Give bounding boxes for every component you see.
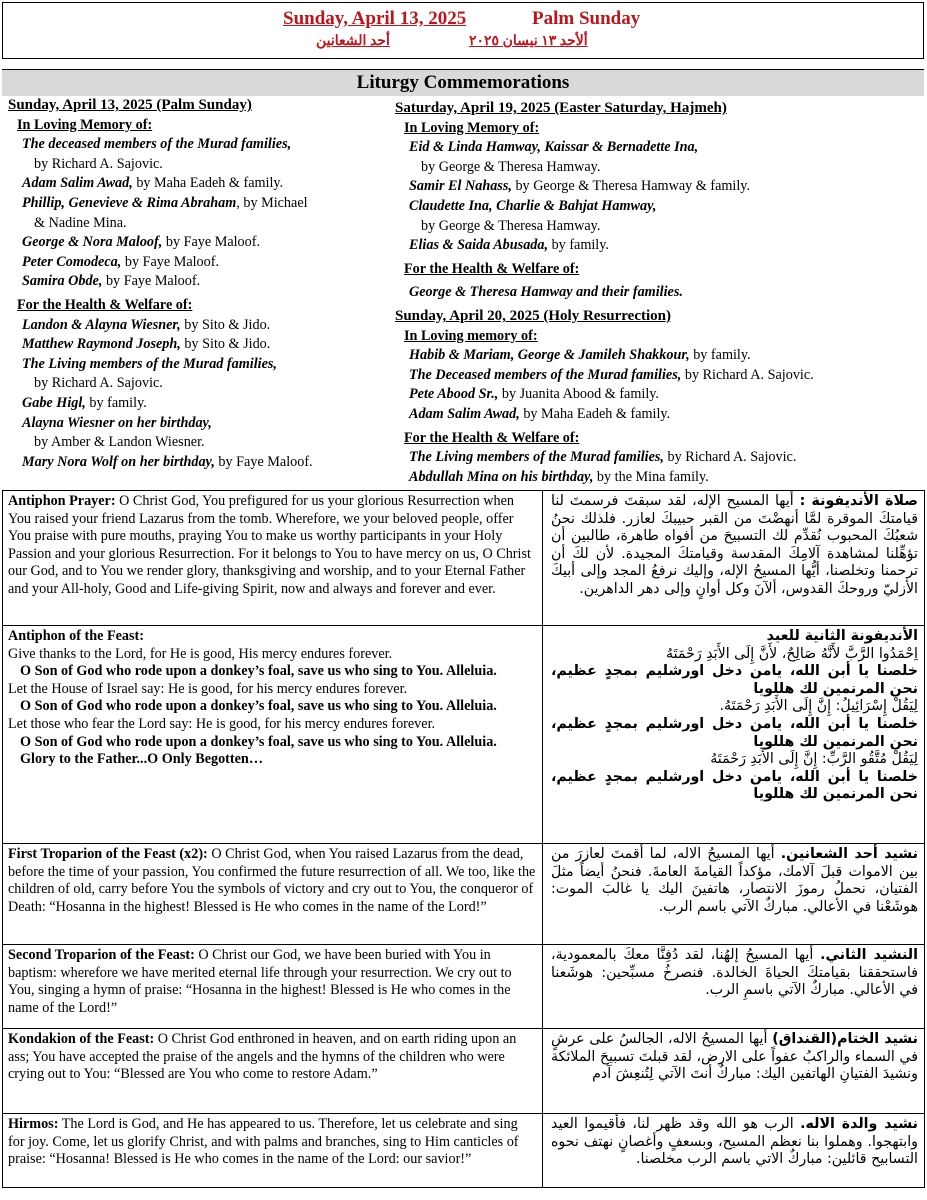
hymn-label: Antiphon Prayer: bbox=[8, 493, 116, 509]
entry-name: The Living members of the Murad families, bbox=[409, 449, 664, 466]
memory-heading: In Loving memory of: bbox=[404, 327, 538, 344]
antiphon-verse: Give thanks to the Lord, for He is good, His mercy endures forever. bbox=[8, 645, 393, 662]
hymn-row bbox=[3, 945, 925, 1029]
entry-donor: by Faye Maloof. bbox=[102, 273, 201, 290]
entry-donor: by Sito & Jido. bbox=[180, 316, 271, 333]
health-heading: For the Health & Welfare of: bbox=[17, 296, 193, 313]
commemoration-entry bbox=[409, 236, 920, 256]
hymn-english bbox=[3, 1114, 543, 1188]
commemoration-entry bbox=[409, 366, 920, 386]
antiphon-refrain: Glory to the Father...O Only Begotten… bbox=[20, 751, 264, 768]
entry-name: Gabe Higl, bbox=[22, 394, 86, 411]
commemoration-entry bbox=[409, 346, 920, 366]
entry-name: George & Nora Maloof, bbox=[22, 234, 163, 251]
header-date: Sunday, April 13, 2025 bbox=[283, 8, 467, 29]
commemoration-entry bbox=[409, 385, 920, 405]
commemoration-entry bbox=[409, 283, 920, 303]
entry-donor: by Richard A. Sajovic. bbox=[681, 366, 814, 383]
entry-name: Elias & Saida Abusada, bbox=[409, 237, 549, 254]
hymn-arabic bbox=[543, 1029, 925, 1114]
entry-name: Samir El Nahass, bbox=[409, 178, 512, 195]
antiphon-refrain: O Son of God who rode upon a donkey’s foal, save us who sing to You. Alleluia. bbox=[20, 698, 497, 715]
commemoration-entry bbox=[22, 355, 388, 375]
hymn-arabic bbox=[543, 945, 925, 1029]
entry-name: Samira Obde, bbox=[22, 273, 103, 290]
hymn-row bbox=[3, 844, 925, 945]
commemorations-left-column bbox=[8, 96, 388, 472]
hymn-row bbox=[3, 1114, 925, 1188]
hymn-label: First Troparion of the Feast (x2): bbox=[8, 846, 208, 862]
hymn-ar-text: أيها المسيحُ الاله، الجالسُ على عرشٍ في السماء والراكبُ عفواً على الارض، لقد قبلتَ تسبيحَ الملائكة ونشيدَ الفتيانِ الهاتفين اليك: مباركٌ أنتَ الآتي لِتُنعِشَ آدم bbox=[551, 1031, 918, 1083]
hymn-arabic bbox=[543, 1114, 925, 1188]
antiphon-lines bbox=[8, 646, 536, 769]
entry-name: Pete Abood Sr., bbox=[409, 386, 499, 403]
hymn-ar-text: الرب هو الله وقد ظهر لنا، فأقيموا العيد وابتهجوا. وهملوا بنا نعظم المسيح، وبسعفٍ وأغصانٍ نهتف نحوه التسابيح قائلين: مباركٌ الاتي باسم الرب مخلصنا. bbox=[551, 1116, 918, 1168]
commemoration-entry bbox=[22, 316, 388, 336]
hymn-text: O Christ God enthroned in heaven, and on earth riding upon an ass; You have accepted the praise of the angels and the hymns of the children who were crying out to You: “Blessed are You who come to restore Adam.” bbox=[8, 1031, 517, 1083]
entry-donor-continued: by George & Theresa Hamway. bbox=[421, 158, 601, 175]
commemoration-entry bbox=[409, 177, 920, 197]
commemoration-entry bbox=[22, 253, 388, 273]
entry-donor: , by Michael bbox=[236, 194, 308, 211]
antiphon-refrain: O Son of God who rode upon a donkey’s foal, save us who sing to You. Alleluia. bbox=[20, 663, 497, 680]
commemoration-entry bbox=[409, 197, 920, 217]
entry-name: George & Theresa Hamway and their families. bbox=[409, 284, 683, 301]
entry-name: Landon & Alayna Wiesner, bbox=[22, 316, 181, 333]
commemoration-entry bbox=[22, 394, 388, 414]
health-list bbox=[395, 448, 920, 487]
hymn-arabic bbox=[543, 844, 925, 945]
section-heading: Sunday, April 13, 2025 (Palm Sunday) bbox=[8, 97, 252, 113]
hymn-ar-text: أيها المسيح الإله، لقد سبقتَ فرسمتَ لنا قيامتكَ الموقرة لمَّا أنهضْتَ من القبر حبيبكَ لعازر. فلذلك نحنُ شعبُكَ المحبوب نُقدِّم لك التسبيحَ من أفواه طاهرة، طالبين أن تؤهِّلنا لمشاهدة آلامِكَ المقدسة وقيامتكَ المجيدة. لأن لكَ أن ترحمنا وتخلصنا، أيُّها المسيحُ الإله، وإليك نرفعُ المجد وإلى أبيكَ الأزليّ وروحكَ القدوس، ألآنَ وكل أوانٍ وإلى دهر الداهرين. bbox=[551, 493, 918, 597]
hymn-row bbox=[3, 626, 925, 844]
entry-donor: by Juanita Abood & family. bbox=[498, 386, 659, 403]
entry-donor: by Maha Eadeh & family. bbox=[519, 405, 671, 422]
header-feast: Palm Sunday bbox=[532, 8, 641, 29]
entry-name: Peter Comodeca, bbox=[22, 253, 122, 270]
hymn-ar-text: أيها المسيحُ الاله، لما أقمتَ لعازرَ من بين الاموات قبلَ آلامك، مؤكداً القيامةَ العامةَ. فنحنُ أيضاً مثلَ الفتيان، نحملُ رموزَ الانتصار، هاتفينَ اليك يا غالبَ الموت: هوشَعْنا في الأعالي. مباركٌ الآتي باسم الرب. bbox=[551, 846, 918, 915]
hymn-ar-label: نشيد أحد الشعانين. bbox=[780, 846, 918, 862]
entry-name: Phillip, Genevieve & Rima Abraham bbox=[22, 194, 237, 211]
hymn-english bbox=[3, 491, 543, 626]
hymn-label: Antiphon of the Feast: bbox=[8, 628, 144, 644]
commemoration-entry bbox=[22, 335, 388, 355]
hymn-arabic bbox=[543, 626, 925, 844]
entry-name: Eid & Linda Hamway, Kaissar & Bernadette Ina, bbox=[409, 139, 699, 156]
entry-donor: by Maha Eadeh & family. bbox=[132, 175, 284, 192]
entry-name: The Deceased members of the Murad families, bbox=[409, 366, 682, 383]
hymn-label: Kondakion of the Feast: bbox=[8, 1031, 155, 1047]
antiphon-verse: Let those who fear the Lord say: He is good, for his mercy endures forever. bbox=[8, 715, 436, 732]
entry-donor-continued: by George & Theresa Hamway. bbox=[421, 217, 601, 234]
hymn-ar-label: صلاة الأنديفونة : bbox=[799, 493, 918, 509]
entry-name: Habib & Mariam, George & Jamileh Shakkour, bbox=[409, 347, 690, 364]
antiphon-ar-verse: لِيَقُلْ مُتَّقُو الرَّبِّ: إِنَّ إِلَى الأَبَدِ رَحْمَتَهُ bbox=[710, 751, 918, 768]
commemoration-entry bbox=[409, 405, 920, 425]
antiphon-verse: Let the House of Israel say: He is good, for his mercy endures forever. bbox=[8, 680, 408, 697]
memory-list bbox=[8, 135, 388, 292]
entry-name: Adam Salim Awad, bbox=[409, 405, 520, 422]
antiphon-ar-refrain: خلصنا يا أبن الله، يامن دخل اورشليم بمجدٍ عظيم، نحن المرنمين لك هللويا bbox=[551, 663, 918, 697]
entry-donor-continued: by Richard A. Sajovic. bbox=[34, 375, 163, 392]
entry-name: Claudette Ina, Charlie & Bahjat Hamway, bbox=[409, 197, 657, 214]
entry-name: The deceased members of the Murad families, bbox=[22, 136, 292, 153]
entry-name: Matthew Raymond Joseph, bbox=[22, 336, 181, 353]
hymn-ar-label: النشيد الثاني. bbox=[820, 947, 919, 963]
memory-heading: In Loving Memory of: bbox=[17, 116, 153, 133]
commemoration-entry bbox=[22, 174, 388, 194]
page-header bbox=[2, 2, 924, 59]
health-list bbox=[8, 316, 388, 473]
entry-donor: by Faye Maloof. bbox=[214, 453, 313, 470]
hymn-row bbox=[3, 491, 925, 626]
antiphon-ar-refrain: خلصنا يا أبن الله، يامن دخل اورشليم بمجدٍ عظيم، نحن المرنمين لك هللويا bbox=[551, 715, 918, 750]
entry-donor: by Sito & Jido. bbox=[180, 336, 271, 353]
hymn-ar-text: أيها المسيحُ إلهُنا، لقد دُفِنَّا معكَ بالمعمودية، فاستحققنا بقيامتكَ الحياةَ الخالدة. فنصرخُ مسبِّحين: هوشَعنا في الأعالي. مباركٌ الآتي باسمِ الرب. bbox=[551, 947, 918, 999]
health-list bbox=[395, 283, 920, 303]
hymn-english bbox=[3, 844, 543, 945]
header-ar-feast: أحد الشعانين bbox=[316, 34, 390, 49]
hymn-text: O Christ our God, we have been buried with You in baptism: wherefore we have merited eternal life through your resurrection. We cry out to You, singing a hymn of praise: “Hosanna in the highest! Blessed is He who comes in the name of the Lord!” bbox=[8, 947, 512, 1016]
entry-donor-continued: by Richard A. Sajovic. bbox=[34, 155, 163, 172]
commemoration-entry bbox=[22, 453, 388, 473]
antiphon-ar-lines bbox=[551, 646, 918, 804]
entry-name: Abdullah Mina on his birthday, bbox=[409, 468, 594, 485]
hymn-english bbox=[3, 1029, 543, 1114]
hymn-ar-label: نشيد والدة الاله. bbox=[800, 1116, 918, 1132]
memory-list bbox=[395, 346, 920, 424]
commemoration-entry bbox=[22, 135, 388, 155]
section-heading: Sunday, April 20, 2025 (Holy Resurrection) bbox=[395, 307, 671, 324]
entry-donor: by Faye Maloof. bbox=[121, 253, 220, 270]
health-heading: For the Health & Welfare of: bbox=[404, 260, 580, 277]
commemoration-entry bbox=[22, 414, 388, 434]
antiphon-ar-verse: لِيَقُلْ إِسْرَائِيلُ: إِنَّ إِلَى الأَبَدِ رَحْمَتَهُ. bbox=[719, 698, 918, 715]
hymn-text: O Christ God, You prefigured for us your glorious Resurrection when You raised your friend Lazarus from the tomb. Wherefore, we your beloved people, offer You praise with pure mouths, praying You to make us worthy participants in your Holy Passion and your glorious Resurrection. For it belongs to You to have mercy on us, O Christ our God, and to You we render glory, thanksgiving and worship, and to your Eternal Father and your All-holy, Good and Life-giving Spirit, now and always and forever and ever. bbox=[8, 493, 531, 597]
commemoration-entry bbox=[409, 138, 920, 158]
hymn-ar-label: الأنديفونة الثانية للعيد bbox=[766, 628, 918, 644]
entry-name: Mary Nora Wolf on her birthday, bbox=[22, 453, 215, 470]
hymn-arabic bbox=[543, 491, 925, 626]
hymn-label: Hirmos: bbox=[8, 1116, 59, 1132]
hymns-table bbox=[2, 490, 925, 1188]
memory-heading: In Loving Memory of: bbox=[404, 119, 540, 136]
hymn-row bbox=[3, 1029, 925, 1114]
antiphon-ar-verse: اِحْمَدُوا الرَّبَّ لأَنَّهُ صَالِحٌ، لأَنَّ إِلَى الأَبَدِ رَحْمَتَهُ bbox=[666, 645, 918, 662]
entry-donor: by Richard A. Sajovic. bbox=[663, 449, 797, 466]
entry-donor: by family. bbox=[85, 394, 147, 411]
hymn-text: The Lord is God, and He has appeared to us. Therefore, let us celebrate and sing for joy. Come, let us glorify Christ, and with palms and branches, sing to Him canticles of praise: “Hosanna! Blessed is He who comes in the name of the Lord: our savior!” bbox=[8, 1116, 519, 1168]
hymn-english bbox=[3, 945, 543, 1029]
hymn-text: O Christ God, when You raised Lazarus from the dead, before the time of your passion, You confirmed the future resurrection of all. We too, like the children of old, carry before You the symbols of victory and cry out to You, the conqueror of Death: “Hosanna in the highest! Blessed is He who comes in the name of the Lord!” bbox=[8, 846, 536, 915]
commemorations-right-column bbox=[395, 99, 920, 487]
commemorations-title: Liturgy Commemorations bbox=[2, 69, 924, 96]
antiphon-ar-refrain: خلصنا يا أبن الله، يامن دخل اورشليم بمجدٍ عظيم، نحن المرنمين لك هللويا bbox=[551, 768, 918, 803]
commemoration-entry bbox=[22, 233, 388, 253]
entry-donor-continued: by Amber & Landon Wiesner. bbox=[34, 434, 205, 451]
entry-donor: by family. bbox=[689, 347, 751, 364]
entry-name: The Living members of the Murad families, bbox=[22, 355, 277, 372]
commemoration-entry bbox=[409, 468, 920, 488]
entry-name: Alayna Wiesner on her birthday, bbox=[22, 414, 212, 431]
commemoration-entry bbox=[22, 194, 388, 214]
entry-donor: by George & Theresa Hamway & family. bbox=[511, 178, 751, 195]
memory-list bbox=[395, 138, 920, 256]
header-ar-date: ألأحد ١٣ نيسان ٢٠٢٥ bbox=[469, 34, 588, 49]
entry-donor-continued: & Nadine Mina. bbox=[34, 214, 127, 231]
entry-name: Adam Salim Awad, bbox=[22, 175, 133, 192]
hymn-english bbox=[3, 626, 543, 844]
entry-donor: by the Mina family. bbox=[593, 468, 709, 485]
hymn-label: Second Troparion of the Feast: bbox=[8, 947, 195, 963]
section-heading: Saturday, April 19, 2025 (Easter Saturday, Hajmeh) bbox=[395, 100, 727, 116]
commemoration-entry bbox=[22, 272, 388, 292]
entry-donor: by Faye Maloof. bbox=[162, 234, 261, 251]
commemoration-entry bbox=[409, 448, 920, 468]
hymn-ar-label: نشيد الختام(القنداق) bbox=[772, 1031, 919, 1047]
health-heading: For the Health & Welfare of: bbox=[404, 429, 580, 446]
antiphon-refrain: O Son of God who rode upon a donkey’s foal, save us who sing to You. Alleluia. bbox=[20, 733, 497, 750]
entry-donor: by family. bbox=[548, 237, 609, 254]
